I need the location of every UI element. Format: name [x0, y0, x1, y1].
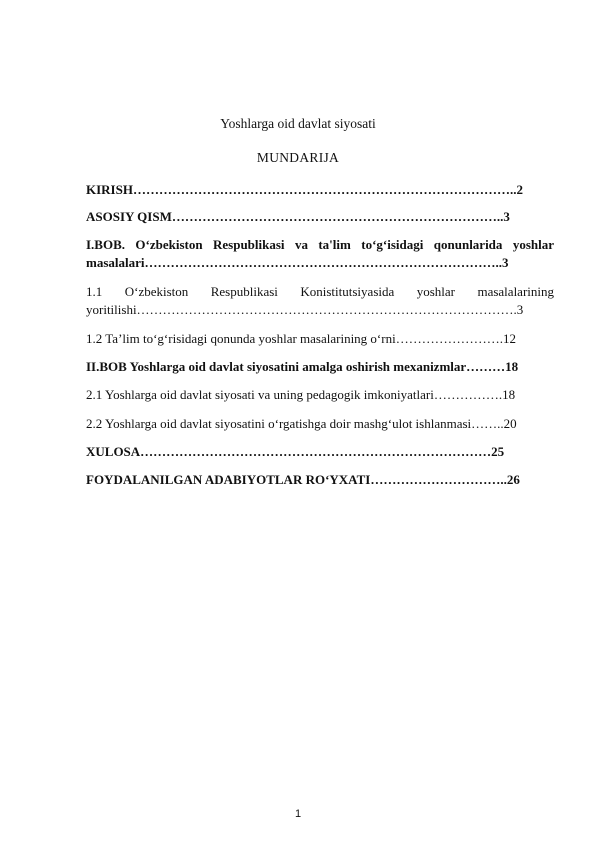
- toc-entry-kirish: KIRISH……………………………………………………………………………..2: [86, 182, 523, 197]
- toc-entry-2-1: 2.1 Yoshlarga oid davlat siyosati va uning pedagogik imkoniyatlari…………….18: [86, 387, 516, 402]
- page-number: 1: [294, 808, 302, 820]
- references-label: FOYDALANILGAN ADABIYOTLAR RO‘YXATI…………………………..26: [86, 472, 520, 487]
- toc-entry-chapter-1-line1: I.BOB. O‘zbekiston Respublikasi va ta'lim to‘g‘isidagi qonunlarida yoshlar: [86, 237, 554, 252]
- toc-entry-references: [86, 472, 554, 488]
- toc-entry-xulosa: XULOSA………………………………………………………………………25: [86, 444, 505, 459]
- toc-entry-2-2: 2.2 Yoshlarga oid davlat siyosatini o‘rgatishga doir mashg‘ulot ishlanmasi……..20: [86, 416, 517, 431]
- toc-entry-1-2: 1.2 Ta’lim to‘g‘risidagi qonunda yoshlar masalarining o‘rni…………………….12: [86, 331, 516, 346]
- toc-entry-chapter-1-line2: masalalari………………………………………………………………………..3: [86, 255, 509, 270]
- toc-heading: MUNDARIJA: [256, 150, 340, 165]
- toc-entry-asosiy-qism: ASOSIY QISM…………………………………………………………………..3: [86, 209, 510, 224]
- toc-entry-1-1-line1: 1.1 O‘zbekiston Respublikasi Konistitutsiyasida yoshlar masalalarining: [86, 284, 554, 299]
- toc-entry-chapter-2: II.BOB Yoshlarga oid davlat siyosatini amalga oshirish mexanizmlar………18: [86, 359, 519, 374]
- toc-entry-1-1-line2: yoritilishi…………………………………………………………………………….3: [86, 302, 524, 317]
- document-subtitle: Yoshlarga oid davlat siyosati: [220, 116, 376, 131]
